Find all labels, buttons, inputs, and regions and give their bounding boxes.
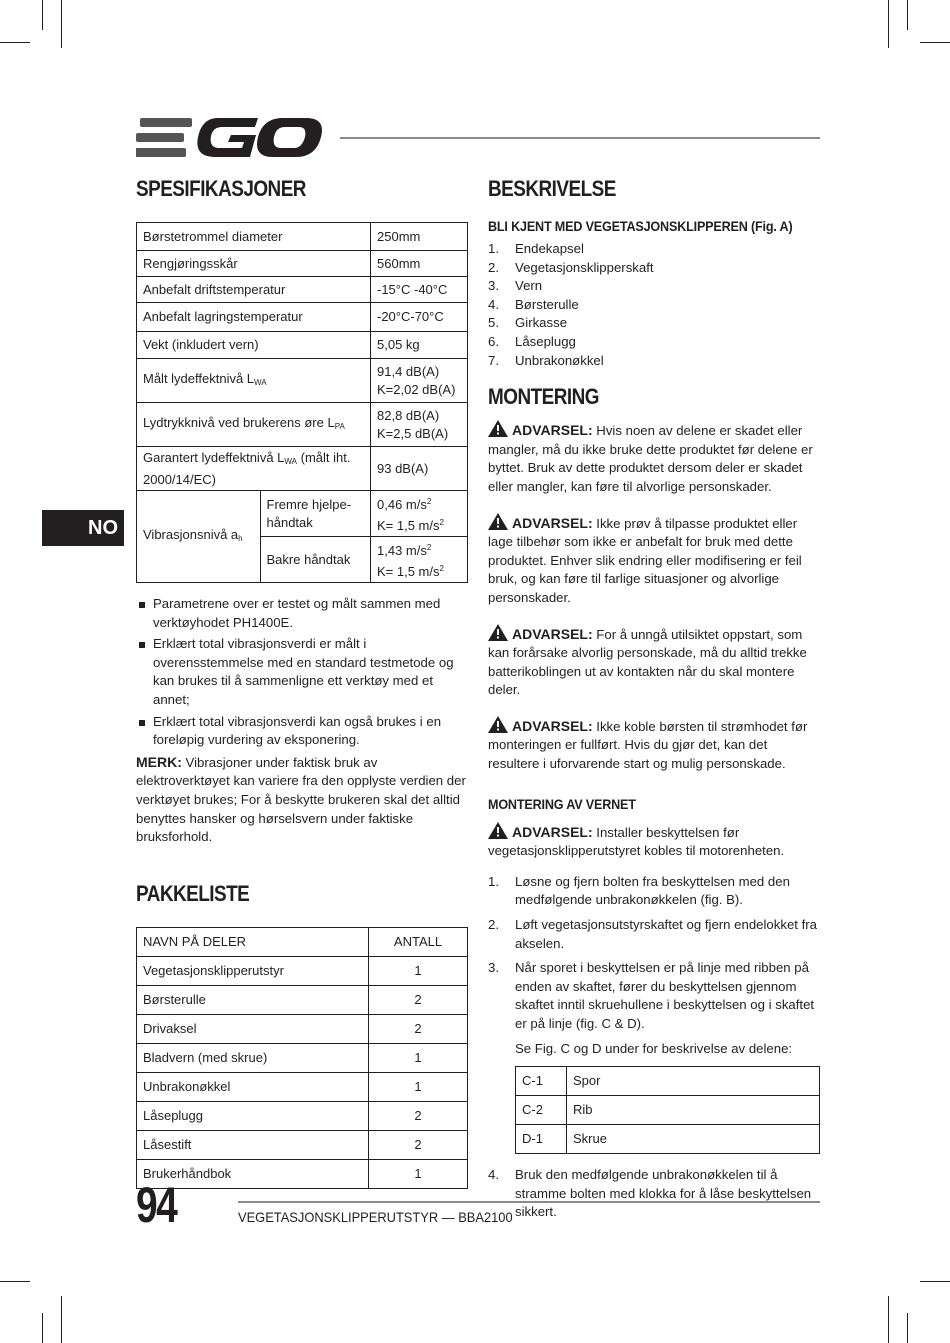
- part-qty: 1: [369, 1043, 468, 1072]
- spec-value: -20°C-70°C: [371, 303, 468, 332]
- sound-power-uncertainty: K=2,02 dB(A): [377, 381, 456, 397]
- language-tab: NO: [42, 510, 124, 546]
- squared-sup: 2: [439, 517, 444, 527]
- note-label: MERK:: [136, 753, 182, 770]
- part-qty: 2: [369, 1101, 468, 1130]
- code: C-2: [516, 1096, 567, 1125]
- part-qty: 2: [369, 1014, 468, 1043]
- table-row: [137, 1072, 468, 1101]
- crop-mark: [920, 42, 950, 43]
- spec-value: 560mm: [371, 251, 468, 277]
- desc-subtitle: BLI KJENT MED VEGETASJONSKLIPPEREN (Fig. A): [488, 218, 793, 234]
- list-item: 6. Låseplugg: [488, 333, 576, 349]
- list-item: 5. Girkasse: [488, 315, 568, 331]
- code-desc: Rib: [567, 1096, 820, 1125]
- vib-rear-label: Bakre håndtak: [260, 537, 370, 583]
- spec-table: [136, 222, 468, 583]
- table-row: [137, 985, 468, 1014]
- crop-mark: [42, 1313, 43, 1343]
- guaranteed-sub: WA: [284, 457, 297, 466]
- table-row: [137, 332, 468, 359]
- code: D-1: [516, 1125, 567, 1154]
- spec-value: [371, 491, 468, 537]
- spec-value: [371, 359, 468, 403]
- list-item: 7. Unbrakonøkkel: [488, 352, 604, 368]
- crop-mark: [61, 1296, 62, 1343]
- spec-label: [137, 447, 371, 491]
- table-row: [137, 1159, 468, 1188]
- ego-logo: [136, 116, 322, 160]
- spec-value: [371, 537, 468, 583]
- table-row: [137, 223, 468, 251]
- desc-title: BESKRIVELSE: [488, 176, 616, 201]
- table-row: [137, 277, 468, 303]
- list-item: 2. Vegetasjonsklipperskaft: [488, 259, 654, 275]
- table-row: [137, 491, 468, 537]
- part-name: Låsestift: [137, 1130, 369, 1159]
- packing-table: [136, 927, 468, 1189]
- crop-mark: [920, 1281, 950, 1282]
- code-table: [515, 1066, 820, 1154]
- table-row: [137, 251, 468, 277]
- crop-mark: [42, 0, 43, 30]
- vibration-label: Vibrasjonsnivå a: [143, 526, 239, 542]
- list-item: Parametrene over er testet og målt sammen med verktøyhodet PH1400E.: [136, 595, 468, 632]
- vib-rear-value: 1,43 m/s: [377, 543, 427, 558]
- note-text: Vibrasjoner under faktisk bruk av elektroverktøyet kan variere fra den opplyste verdien der verktøyet brukes; For å beskytte brukeren skal det alltid benyttes hansker og hørselsvern under faktiske bruksforhold.: [136, 754, 466, 845]
- right-column: [488, 176, 820, 1222]
- part-name: Bladvern (med skrue): [137, 1043, 369, 1072]
- squared-sup: 2: [426, 497, 432, 506]
- spec-value: 250mm: [371, 223, 468, 251]
- warning-paragraph: ADVARSEL: Installer beskyttelsen før vegetasjonsklipperutstyret kobles til motorenheten.: [488, 823, 785, 859]
- warning-paragraph: ADVARSEL: Ikke koble børsten til strømhodet før monteringen er fullført. Hvis du gjør det, kan det resultere i uforvarende start og mulig personskade.: [488, 717, 808, 772]
- guaranteed-label: Garantert lydeffektnivå L: [143, 450, 285, 465]
- spec-label: [137, 403, 371, 447]
- warning-icon: [488, 822, 508, 839]
- sound-power-label: Målt lydeffektnivå L: [143, 370, 255, 386]
- squared-sup: 2: [439, 563, 444, 573]
- mont-title: MONTERING: [488, 384, 599, 410]
- vib-front-uncertainty: K= 1,5 m/s: [377, 517, 440, 533]
- part-name: Børsterulle: [137, 985, 369, 1014]
- spec-value: -15°C -40°C: [371, 277, 468, 303]
- code-desc: Skrue: [567, 1125, 820, 1154]
- crop-mark: [907, 1313, 908, 1343]
- list-item: 3. Når sporet i beskyttelsen er på linje med ribben på enden av skaftet, fører du beskyttelsen gjennom skaftet inntil skruehullene i beskyttelsen og i skaftet er på linje (fig. C & D). Se Fig. C og D under for beskrivelse av delene:: [488, 959, 820, 1058]
- code-desc: Spor: [567, 1067, 820, 1096]
- crop-mark: [888, 1296, 889, 1343]
- warning-paragraph: ADVARSEL: Ikke prøv å tilpasse produktet eller lage tilbehør som ikke er anbefalt for bruk med dette produktet. Enhver slik endring eller modifisering er feil bruk, og kan føre til farlige situasjoner og alvorlige personskader.: [488, 514, 802, 605]
- list-item: Erklært total vibrasjonsverdi er målt i overensstemmelse med en standard testmetode og kan brukes til å sammenligne ett verktøy med et annet;: [136, 635, 468, 709]
- sound-pressure-value: 82,8 dB(A): [377, 408, 440, 423]
- list-item: 4. Børsterulle: [488, 296, 579, 312]
- crop-mark: [907, 0, 908, 30]
- page-number: 94: [136, 1177, 177, 1233]
- part-qty: 1: [369, 956, 468, 985]
- steps-list-cont: [488, 1166, 820, 1222]
- list-item: 3. Vern: [488, 278, 543, 294]
- table-row: [137, 1130, 468, 1159]
- table-row: [137, 1014, 468, 1043]
- sound-pressure-sub: PA: [334, 421, 345, 431]
- warning-icon: [488, 624, 508, 641]
- list-item: Erklært total vibrasjonsverdi kan også brukes i en foreløpig vurdering av eksponering.: [136, 713, 468, 750]
- list-item: 1. Løsne og fjern bolten fra beskyttelsen med den medfølgende unbrakonøkkelen (fig. B).: [488, 873, 790, 908]
- vib-front-value: 0,46 m/s: [377, 497, 427, 512]
- part-name: Vegetasjonsklipperutstyr: [137, 956, 369, 985]
- part-name: Brukerhåndbok: [137, 1159, 369, 1188]
- guaranteed-label-rest: (målt iht. 2000/14/EC): [143, 450, 351, 487]
- sound-power-value: 91,4 dB(A): [377, 364, 440, 379]
- table-row: [516, 1096, 820, 1125]
- left-column: [136, 176, 468, 1189]
- sound-power-sub: WA: [254, 377, 267, 387]
- vibration-sub: h: [238, 533, 243, 543]
- crop-mark: [0, 42, 30, 43]
- spec-label: [137, 491, 261, 583]
- crop-mark: [0, 1281, 30, 1282]
- spec-value: [371, 403, 468, 447]
- spec-value: 93 dB(A): [371, 447, 468, 491]
- table-row: [516, 1125, 820, 1154]
- list-item: 2. Løft vegetasjonsutstyrskaftet og fjern endelokket fra akselen.: [488, 917, 818, 951]
- code: C-1: [516, 1067, 567, 1096]
- warning-icon: [488, 420, 508, 437]
- table-row: [137, 1101, 468, 1130]
- spec-label: Vekt (inkludert vern): [137, 332, 371, 359]
- spec-label: Anbefalt driftstemperatur: [137, 277, 371, 303]
- warning-paragraph: ADVARSEL: Hvis noen av delene er skadet eller mangler, må du ikke bruke dette produktet før delene er byttet. Bruk av dette produktet dersom deler er skadet eller mangler, kan føre til alvorlige personskader.: [488, 422, 813, 494]
- table-row: [137, 447, 468, 491]
- part-qty: 1: [369, 1072, 468, 1101]
- part-name: Låseplugg: [137, 1101, 369, 1130]
- part-qty: 1: [369, 1159, 468, 1188]
- warning-icon: [488, 513, 508, 530]
- crop-mark: [61, 0, 62, 48]
- part-qty: 2: [369, 1130, 468, 1159]
- list-item: 4. Bruk den medfølgende unbrakonøkkelen til å stramme bolten med klokka for å låse beskyttelsen sikkert.: [488, 1167, 812, 1220]
- spec-label: Anbefalt lagringstemperatur: [137, 303, 371, 332]
- step3-note: Se Fig. C og D under for beskrivelse av delene:: [515, 1040, 793, 1056]
- table-row: [137, 303, 468, 332]
- part-name: Drivaksel: [137, 1014, 369, 1043]
- table-row: [137, 403, 468, 447]
- spec-label: Rengjøringsskår: [137, 251, 371, 277]
- vib-rear-uncertainty: K= 1,5 m/s: [377, 563, 440, 579]
- table-row: [137, 359, 468, 403]
- warning-paragraph: ADVARSEL: For å unngå utilsiktet oppstart, som kan forårsake alvorlig personskade, må du alltid trekke batterikoblingen ut av kontakten når du skal montere deler.: [488, 625, 807, 698]
- warning-icon: [488, 716, 508, 733]
- crop-mark: [888, 0, 889, 48]
- steps-list: [488, 873, 820, 1058]
- spec-notes-list: [136, 595, 468, 750]
- column-header-name: NAVN PÅ DELER: [137, 927, 369, 956]
- column-header-qty: ANTALL: [369, 927, 468, 956]
- footer-text: VEGETASJONSKLIPPERUTSTYR — BBA2100: [238, 1209, 513, 1225]
- sound-pressure-label: Lydtrykknivå ved brukerens øre L: [143, 414, 335, 430]
- parts-list: [488, 240, 820, 370]
- list-item: 1. Endekapsel: [488, 241, 584, 256]
- squared-sup: 2: [426, 543, 432, 552]
- part-name: Unbrakonøkkel: [137, 1072, 369, 1101]
- spec-label: [137, 359, 371, 403]
- table-row: [137, 956, 468, 985]
- note-paragraph: [136, 753, 468, 847]
- table-row: [137, 1043, 468, 1072]
- sound-pressure-uncertainty: K=2,5 dB(A): [377, 425, 449, 441]
- header-rule: [340, 137, 820, 139]
- guard-title: MONTERING AV VERNET: [488, 795, 636, 812]
- pack-title: PAKKELISTE: [136, 880, 250, 906]
- part-qty: 2: [369, 985, 468, 1014]
- spec-value: 5,05 kg: [371, 332, 468, 359]
- table-row: [516, 1067, 820, 1096]
- vib-front-label: Fremre hjelpe-håndtak: [260, 491, 370, 537]
- spec-label: Børstetrommel diameter: [137, 223, 371, 251]
- spec-title: SPESIFIKASJONER: [136, 176, 306, 201]
- table-header-row: [137, 927, 468, 956]
- footer-rule: [238, 1201, 820, 1203]
